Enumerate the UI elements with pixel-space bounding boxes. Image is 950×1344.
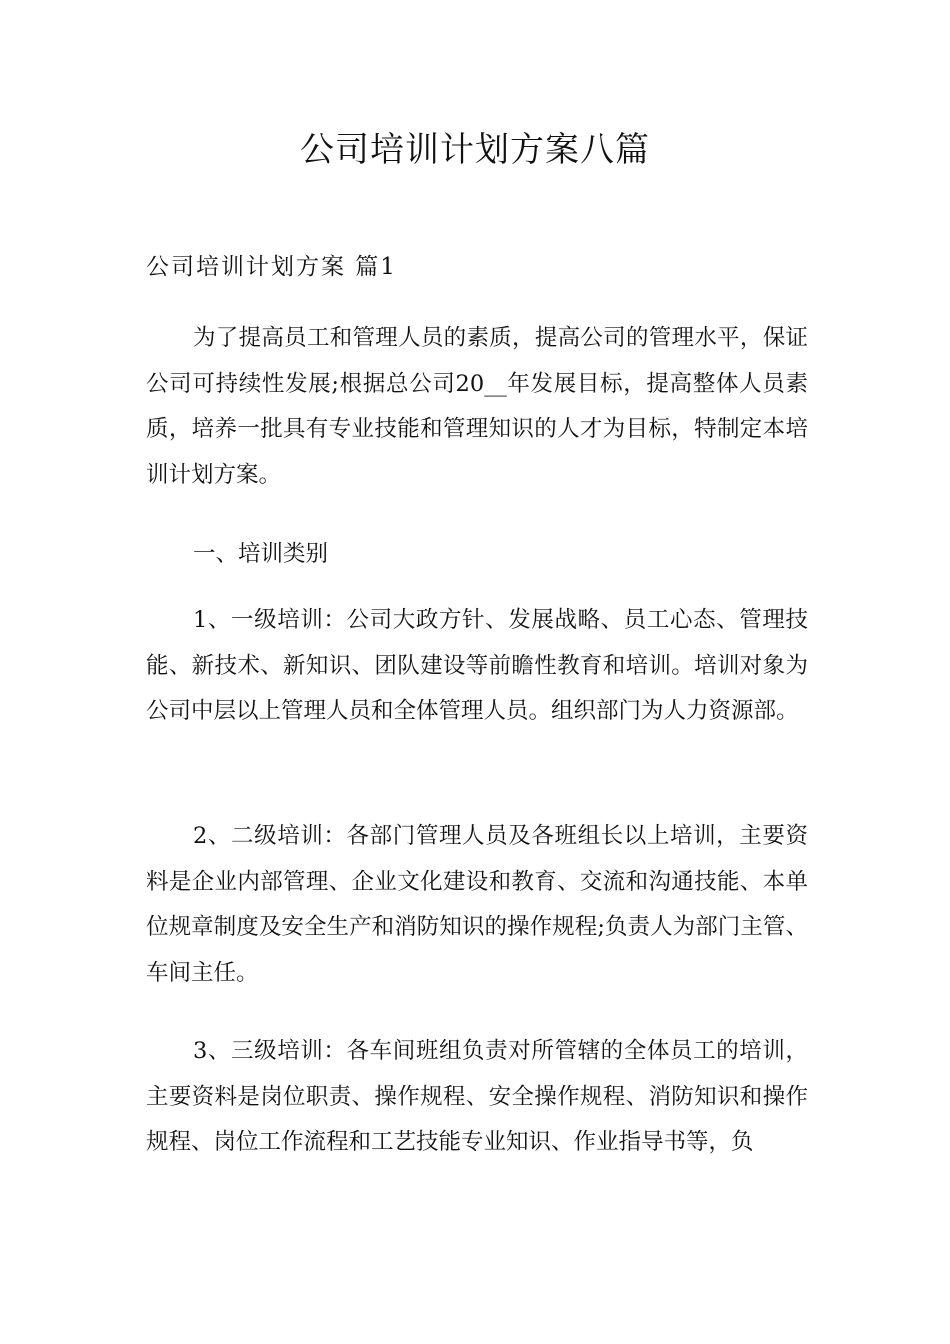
section-heading: 公司培训计划方案 篇1 [146,254,397,280]
level-two-training-paragraph: 2、二级培训：各部门管理人员及各班组长以上培训，主要资料是企业内部管理、企业文化建设和教育、交流和沟通技能、本单位规章制度及安全生产和消防知识的操作规程;负责人为部门主管、车间主任。 [146,823,808,986]
level-three-training-paragraph: 3、三级培训：各车间班组负责对所管辖的全体员工的培训，主要资料是岗位职责、操作规程、安全操作规程、消防知识和操作规程、岗位工作流程和工艺技能专业知识、作业指导书等，负 [146,1038,808,1156]
intro-paragraph: 为了提高员工和管理人员的素质，提高公司的管理水平，保证公司可持续性发展;根据总公司20__年发展目标，提高整体人员素质，培养一批具有专业技能和管理知识的人才为目标，特制定本培训计划方案。 [146,325,808,488]
document-title: 公司培训计划方案八篇 [300,130,650,170]
training-category-heading: 一、培训类别 [193,541,329,567]
level-one-training-paragraph: 1、一级培训：公司大政方针、发展战略、员工心态、管理技能、新技术、新知识、团队建设等前瞻性教育和培训。培训对象为公司中层以上管理人员和全体管理人员。组织部门为人力资源部。 [146,607,808,725]
